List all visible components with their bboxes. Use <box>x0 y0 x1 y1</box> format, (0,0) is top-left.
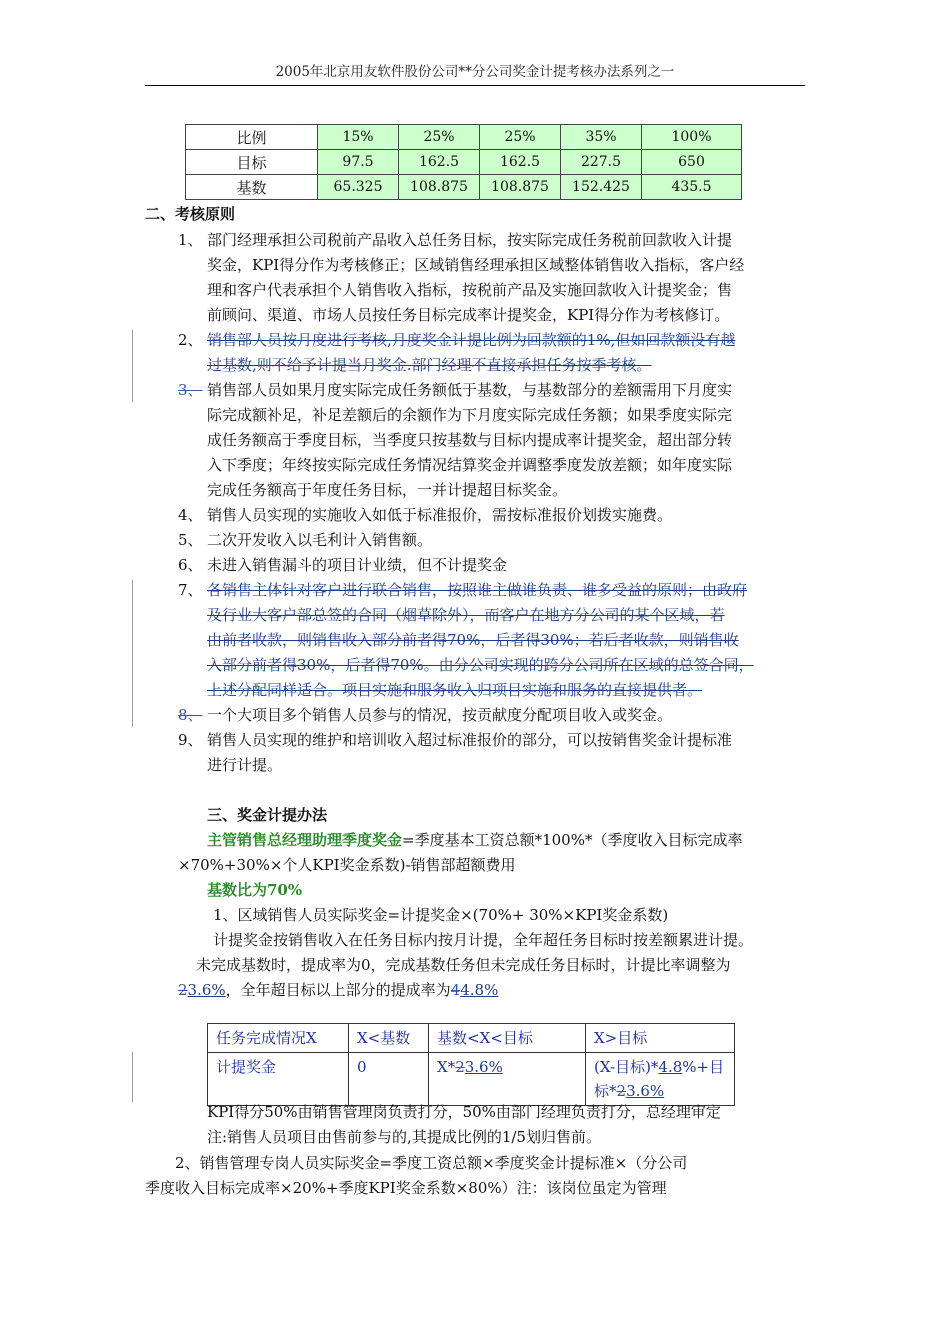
table-row <box>186 125 742 150</box>
change-bar <box>132 580 133 705</box>
table-cell: 25% <box>480 125 561 150</box>
list-item-line: 部门经理承担公司税前产品收入总任务目标，按实际完成任务税前回款收入计提 <box>207 231 733 249</box>
bonus-table <box>207 1023 735 1106</box>
paragraph: 2、销售管理专岗人员实际奖金=季度工资总额×季度奖金计提标准×（分公司 <box>175 1154 688 1172</box>
table-cell: 108.875 <box>399 175 480 200</box>
text: %+目 <box>682 1058 725 1076</box>
base-ratio: 基数比为70% <box>207 881 303 899</box>
row-label: 目标 <box>186 150 318 175</box>
table-cell: 435.5 <box>642 175 742 200</box>
paragraph: 1、区域销售人员实际奖金=计提奖金×(70%+ 30%×KPI奖金系数) <box>213 906 669 924</box>
inserted-text: 4.8 <box>658 1058 683 1076</box>
table-header: X<基数 <box>349 1024 429 1053</box>
deleted-line: 各销售主体针对客户进行联合销售，按照谁主做谁负责、谁多受益的原则；由政府 <box>207 581 748 599</box>
list-number: 4、 <box>178 506 203 524</box>
table-cell: 65.325 <box>318 175 399 200</box>
table-cell <box>586 1053 735 1106</box>
table-cell: 25% <box>399 125 480 150</box>
list-item-line: 前顾问、渠道、市场人员按任务目标完成率计提奖金，KPI得分作为考核修订。 <box>207 306 730 324</box>
list-number: 8、 <box>178 706 203 724</box>
paragraph <box>178 978 498 1003</box>
deleted-text: 2 <box>178 981 188 999</box>
list-item-line: 际完成额补足，补足差额后的余额作为下月度实际完成任务额；如果季度实际完 <box>207 406 733 424</box>
note: KPI得分50%由销售管理岗负责打分，50%由部门经理负责打分，总经理审定 <box>207 1103 721 1121</box>
table-cell <box>429 1053 586 1106</box>
deleted-text: 4 <box>450 981 461 999</box>
table-cell: 计提奖金 <box>208 1053 349 1106</box>
deleted-text: 2 <box>455 1058 465 1076</box>
list-number: 6、 <box>178 556 203 574</box>
list-number: 3、 <box>178 381 203 399</box>
section-title: 三、奖金计提办法 <box>207 806 328 824</box>
list-number: 1、 <box>178 231 203 249</box>
table-cell: 35% <box>561 125 642 150</box>
row-label: 比例 <box>186 125 318 150</box>
list-number: 5、 <box>178 531 203 549</box>
change-bar <box>132 330 133 380</box>
table-cell: 162.5 <box>480 150 561 175</box>
list-item-line: 完成任务额高于年度任务目标，一并计提超目标奖金。 <box>207 481 568 499</box>
inserted-text: 3.6% <box>464 1058 503 1076</box>
change-bar <box>132 705 133 727</box>
formula-line: ×70%+30%×个人KPI奖金系数)-销售部超额费用 <box>178 856 516 874</box>
formula-line <box>207 828 742 853</box>
list-item-line: 销售部人员如果月度实际完成任务额低于基数，与基数部分的差额需用下月度实 <box>207 381 733 399</box>
inserted-text: 3.6% <box>626 1082 665 1100</box>
deleted-line: 上述分配同样适合。项目实施和服务收入归项目实施和服务的直接提供者。 <box>207 681 703 699</box>
table-row <box>208 1024 735 1053</box>
page-header: 2005年北京用友软件股份公司**分公司奖金计提考核办法系列之一 <box>275 64 675 80</box>
table-cell: 100% <box>642 125 742 150</box>
paragraph: 计提奖金按销售收入在任务目标内按月计提，全年超任务目标时按差额累进计提。 <box>213 931 754 949</box>
section-title: 二、考核原则 <box>145 205 236 223</box>
list-item-line: 销售人员实现的维护和培训收入超过标准报价的部分，可以按销售奖金计提标准 <box>207 731 733 749</box>
deleted-line: 由前者收款，则销售收入部分前者得70%，后者得30%；若后者收款，则销售收 <box>207 631 739 649</box>
list-item-line: 进行计提。 <box>207 756 283 774</box>
row-label: 基数 <box>186 175 318 200</box>
list-item-line: 入下季度；年终按实际完成任务情况结算奖金并调整季度发放差额；如年度实际 <box>207 456 733 474</box>
list-item-line: 未进入销售漏斗的项目计业绩，但不计提奖金 <box>207 556 508 574</box>
deleted-line: 及行业大客户部总签的合同（烟草除外），而客户在地方分公司的某个区域，若 <box>207 606 725 624</box>
formula-label: 主管销售总经理助理季度奖金 <box>207 831 403 849</box>
list-item-line: 二次开发收入以毛利计入销售额。 <box>207 531 433 549</box>
deleted-line: 销售部人员按月度进行考核,月度奖金计提比例为回款额的1%,但如回款额没有越 <box>207 331 736 349</box>
list-item-line: 销售人员实现的实施收入如低于标准报价，需按标准报价划拨实施费。 <box>207 506 673 524</box>
table-row <box>208 1053 735 1106</box>
deleted-line: 入部分前者得30%，后者得70%。由分公司实现的跨分公司所在区域的总签合同， <box>207 656 754 674</box>
note: 注:销售人员项目由售前参与的,其提成比例的1/5划归售前。 <box>207 1128 601 1146</box>
list-number: 2、 <box>178 331 203 349</box>
table-cell: 97.5 <box>318 150 399 175</box>
deleted-text: 2 <box>616 1082 627 1100</box>
list-item-line: 成任务额高于季度目标，当季度只按基数与目标内提成率计提奖金，超出部分转 <box>207 431 733 449</box>
table-header: 基数<X<目标 <box>429 1024 586 1053</box>
paragraph: 未完成基数时，提成率为0，完成基数任务但未完成任务目标时，计提比率调整为 <box>196 956 731 974</box>
change-bar <box>132 1052 133 1102</box>
change-bar <box>132 380 133 402</box>
table-cell: 0 <box>349 1053 429 1106</box>
list-number: 7、 <box>178 581 203 599</box>
list-item-line: 理和客户代表承担个人销售收入指标，按税前产品及实施回款收入计提奖金；售 <box>207 281 733 299</box>
list-number: 9、 <box>178 731 203 749</box>
table-row <box>186 175 742 200</box>
inserted-text: 4.8% <box>460 981 499 999</box>
formula-text: =季度基本工资总额*100%*（季度收入目标完成率 <box>402 831 743 849</box>
text: X* <box>437 1058 456 1076</box>
text: (X-目标)* <box>594 1058 659 1076</box>
list-item-line: 一个大项目多个销售人员参与的情况，按贡献度分配项目收入或奖金。 <box>207 706 673 724</box>
header-rule <box>145 85 805 86</box>
ratio-table <box>185 124 742 200</box>
paragraph: 季度收入目标完成率×20%+季度KPI奖金系数×80%）注：该岗位虽定为管理 <box>145 1179 667 1197</box>
table-cell: 152.425 <box>561 175 642 200</box>
table-header: 任务完成情况X <box>208 1024 349 1053</box>
table-cell: 227.5 <box>561 150 642 175</box>
text: 标* <box>594 1082 617 1100</box>
table-cell: 650 <box>642 150 742 175</box>
list-item-line: 奖金，KPI得分作为考核修正；区域销售经理承担区域整体销售收入指标，客户经 <box>207 256 745 274</box>
table-cell: 162.5 <box>399 150 480 175</box>
table-row <box>186 150 742 175</box>
inserted-text: 3.6% <box>187 981 226 999</box>
table-cell: 108.875 <box>480 175 561 200</box>
table-header: X>目标 <box>586 1024 735 1053</box>
table-cell: 15% <box>318 125 399 150</box>
deleted-line: 过基数,则不给予计提当月奖金.部门经理不直接承担任务按季考核。 <box>207 356 652 374</box>
text: ，全年超目标以上部分的提成率为 <box>225 981 451 999</box>
